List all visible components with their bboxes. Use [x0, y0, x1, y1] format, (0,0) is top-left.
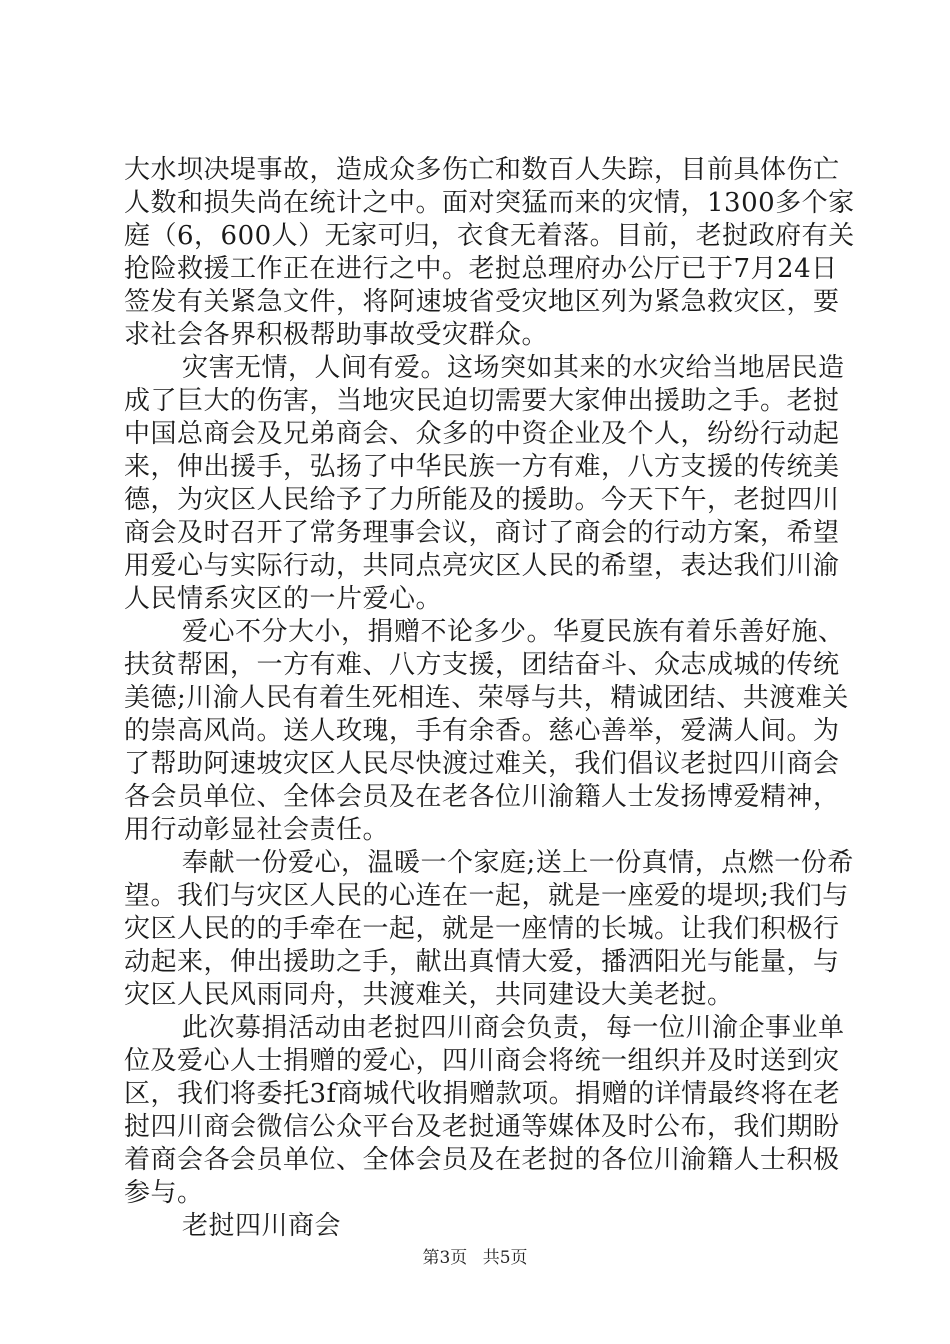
text-line: 灾区人民风雨同舟，共渡难关，共同建设大美老挝。 — [124, 980, 734, 1010]
text-line: 望。我们与灾区人民的心连在一起，就是一座爱的堤坝;我们与 — [124, 881, 849, 911]
text-line: 求社会各界积极帮助事故受灾群众。 — [124, 320, 549, 350]
text-line: 动起来，伸出援助之手，献出真情大爱，播洒阳光与能量，与 — [124, 947, 840, 977]
text-line: 参与。 — [124, 1178, 204, 1208]
text-line: 来，伸出援手，弘扬了中华民族一方有难，八方支援的传统美 — [124, 452, 840, 482]
text-line: 抢险救援工作正在进行之中。老挝总理府办公厅已于7月24日 — [124, 254, 838, 284]
text-line: 扶贫帮困，一方有难、八方支援，团结奋斗、众志成城的传统 — [124, 650, 840, 680]
text-line: 各会员单位、全体会员及在老各位川渝籍人士发扬博爱精神， — [124, 782, 840, 812]
page-footer — [0, 1243, 950, 1268]
text-line: 人民情系灾区的一片爱心。 — [124, 584, 443, 614]
text-line: 签发有关紧急文件，将阿速坡省受灾地区列为紧急救灾区，要 — [124, 287, 840, 317]
text-line: 美德;川渝人民有着生死相连、荣辱与共，精诚团结、共渡难关 — [124, 683, 849, 713]
text-line: 用行动彰显社会责任。 — [124, 815, 390, 845]
text-line: 商会及时召开了常务理事会议，商讨了商会的行动方案，希望 — [124, 518, 840, 548]
text-line: 大水坝决堤事故，造成众多伤亡和数百人失踪，目前具体伤亡 — [124, 155, 840, 185]
page-number: 第3页 — [422, 1248, 468, 1268]
text-line: 庭（6，600人）无家可归，衣食无着落。目前，老挝政府有关 — [124, 221, 855, 251]
text-line: 区，我们将委托3f商城代收捐赠款项。捐赠的详情最终将在老 — [124, 1079, 841, 1109]
text-line: 爱心不分大小，捐赠不论多少。华夏民族有着乐善好施、 — [182, 617, 845, 647]
text-line: 人数和损失尚在统计之中。面对突猛而来的灾情，1300多个家 — [124, 188, 855, 218]
text-line: 挝四川商会微信公众平台及老挝通等媒体及时公布，我们期盼 — [124, 1112, 840, 1142]
page-total: 共5页 — [482, 1248, 528, 1268]
text-line: 德，为灾区人民给予了力所能及的援助。今天下午，老挝四川 — [124, 485, 840, 515]
text-line: 的崇高风尚。送人玫瑰，手有余香。慈心善举，爱满人间。为 — [124, 716, 840, 746]
text-line: 用爱心与实际行动，共同点亮灾区人民的希望，表达我们川渝 — [124, 551, 840, 581]
text-line: 着商会各会员单位、全体会员及在老挝的各位川渝籍人士积极 — [124, 1145, 840, 1175]
document-body — [124, 154, 855, 1243]
text-line: 奉献一份爱心，温暖一个家庭;送上一份真情，点燃一份希 — [182, 848, 854, 878]
text-line: 成了巨大的伤害，当地灾民迫切需要大家伸出援助之手。老挝 — [124, 386, 840, 416]
text-line: 此次募捐活动由老挝四川商会负责，每一位川渝企事业单 — [182, 1013, 845, 1043]
text-line: 老挝四川商会 — [182, 1211, 342, 1241]
text-line: 了帮助阿速坡灾区人民尽快渡过难关，我们倡议老挝四川商会 — [124, 749, 840, 779]
text-line: 灾区人民的的手牵在一起，就是一座情的长城。让我们积极行 — [124, 914, 840, 944]
text-line: 中国总商会及兄弟商会、众多的中资企业及个人，纷纷行动起 — [124, 419, 840, 449]
text-line: 位及爱心人士捐赠的爱心，四川商会将统一组织并及时送到灾 — [124, 1046, 840, 1076]
text-line: 灾害无情，人间有爱。这场突如其来的水灾给当地居民造 — [182, 353, 845, 383]
